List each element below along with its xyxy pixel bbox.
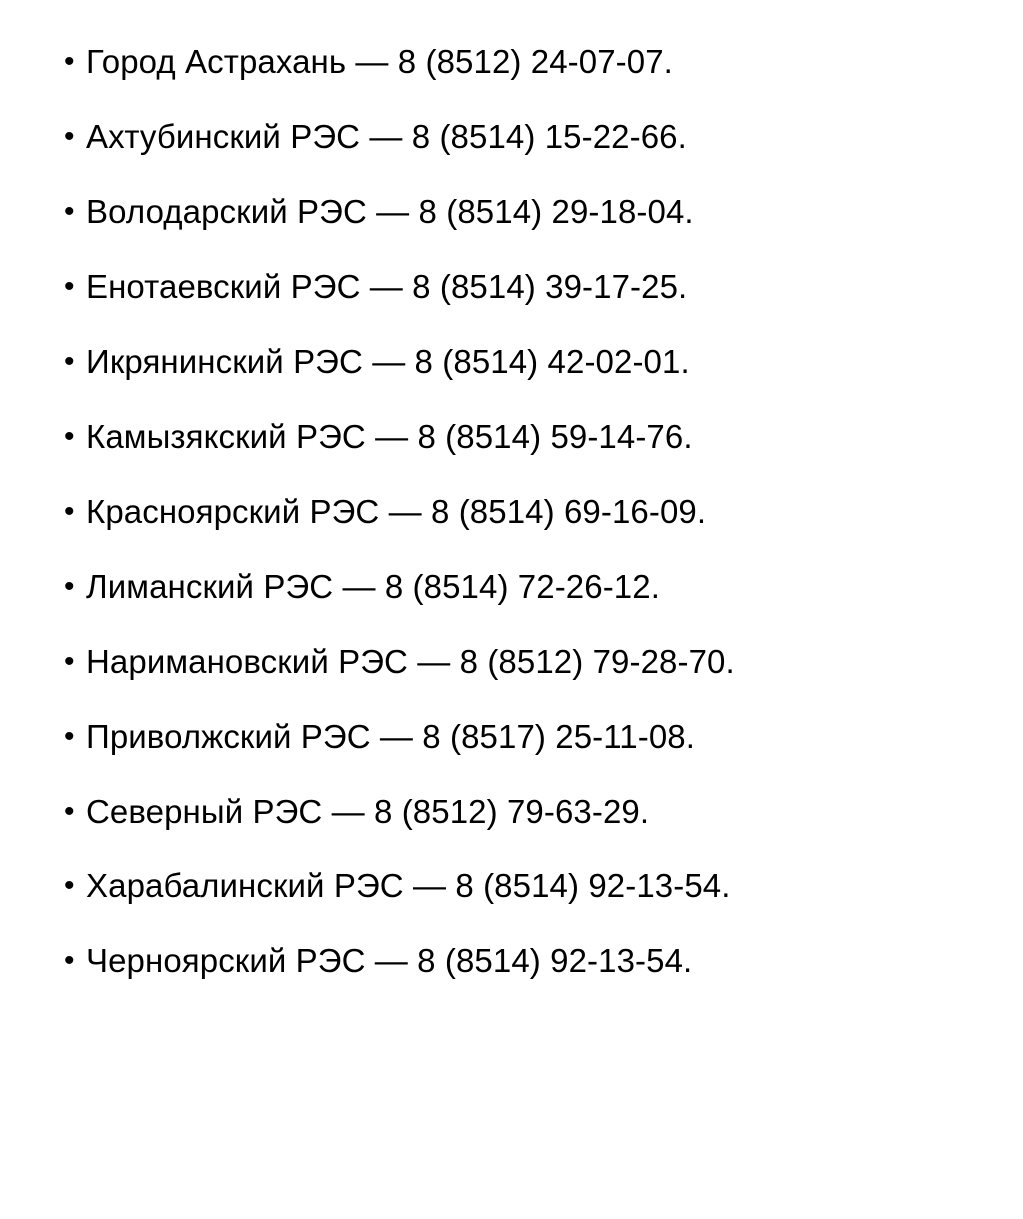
- bullet-icon: •: [64, 194, 75, 228]
- list-item-text: Наримановский РЭС — 8 (8512) 79-28-70.: [86, 642, 735, 680]
- list-item-text: Икрянинский РЭС — 8 (8514) 42-02-01.: [86, 342, 690, 380]
- bullet-icon: •: [64, 569, 75, 603]
- bullet-icon: •: [64, 794, 75, 828]
- bullet-icon: •: [64, 269, 75, 303]
- list-item-text: Камызякский РЭС — 8 (8514) 59-14-76.: [86, 417, 693, 455]
- bullet-icon: •: [64, 644, 75, 678]
- list-item-text: Город Астрахань — 8 (8512) 24-07-07.: [86, 43, 673, 80]
- list-item: [40, 419, 983, 456]
- bullet-icon: •: [64, 869, 75, 903]
- list-item-text: Володарский РЭС — 8 (8514) 29-18-04.: [86, 192, 694, 230]
- bullet-icon: •: [64, 494, 75, 528]
- bullet-icon: •: [64, 344, 75, 378]
- list-item-text: Ахтубинский РЭС — 8 (8514) 15-22-66.: [86, 117, 687, 155]
- list-item-text: Енотаевский РЭС — 8 (8514) 39-17-25.: [86, 267, 688, 305]
- list-item-text: Красноярский РЭС — 8 (8514) 69-16-09.: [86, 492, 707, 530]
- list-item-text: Черноярский РЭС — 8 (8514) 92-13-54.: [86, 942, 693, 980]
- bullet-icon: •: [64, 419, 75, 453]
- list-item: [40, 494, 983, 531]
- bullet-icon: •: [64, 719, 75, 753]
- list-item: [40, 719, 983, 756]
- list-item: [40, 943, 983, 980]
- bullet-icon: •: [64, 119, 75, 153]
- list-item-text: Приволжский РЭС — 8 (8517) 25-11-08.: [86, 717, 695, 755]
- list-item: [40, 344, 983, 381]
- list-item: [40, 644, 983, 681]
- list-item: [40, 194, 983, 231]
- bullet-icon: •: [64, 45, 75, 78]
- bullet-icon: •: [64, 944, 75, 978]
- list-item-text: Лиманский РЭС — 8 (8514) 72-26-12.: [86, 567, 660, 605]
- list-item: [40, 119, 983, 156]
- list-item: [40, 44, 983, 81]
- list-item: [40, 794, 983, 831]
- list-item: [40, 868, 983, 905]
- list-item: [40, 269, 983, 306]
- contact-list: [40, 44, 983, 980]
- list-item-text: Харабалинский РЭС — 8 (8514) 92-13-54.: [86, 867, 731, 905]
- list-item: [40, 569, 983, 606]
- list-item-text: Северный РЭС — 8 (8512) 79-63-29.: [86, 792, 650, 830]
